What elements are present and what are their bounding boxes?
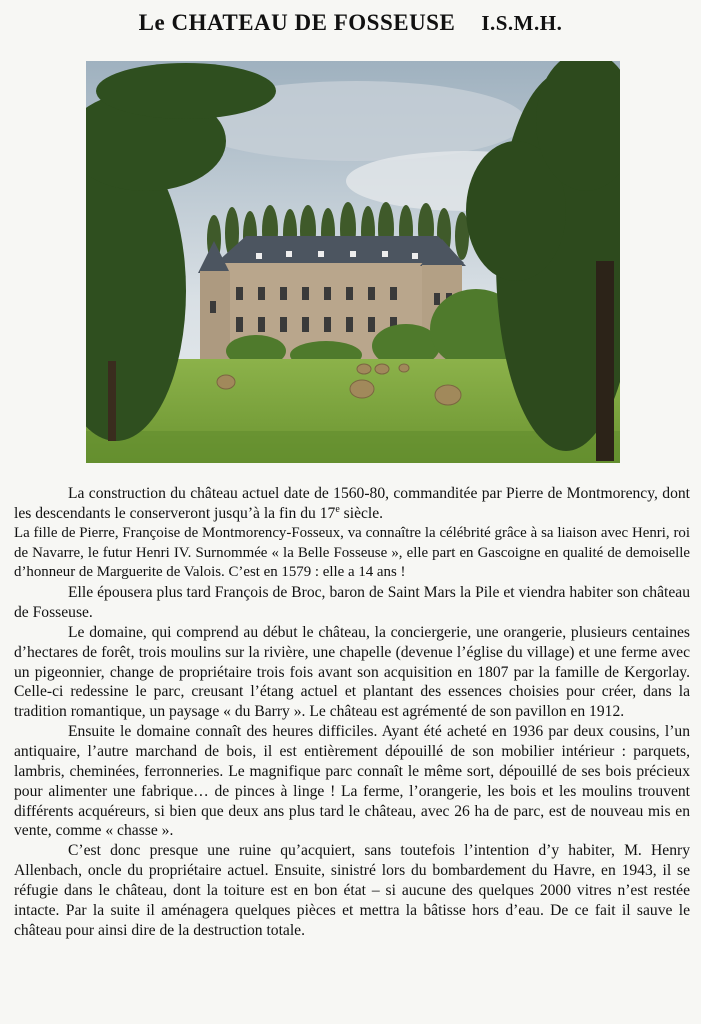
paragraph-3: Elle épousera plus tard François de Broc, baron de Saint Mars la Pile et viendra habiter son château de Fosseuse.	[14, 584, 690, 622]
paragraph-2: La fille de Pierre, Françoise de Montmorency-Fosseux, va connaître la célébrité grâce à sa liaison avec Henri, roi de Navarre, le futur Henri IV. Surnommée « la Belle Fosseuse », elle part en Gascoigne en qualité de demoiselle d’honneur de Marguerite de Valois. C’est en 1579 : elle a 14 ans !	[14, 524, 690, 581]
title-suffix: I.S.M.H.	[481, 11, 563, 35]
paragraph-6: C’est donc presque une ruine qu’acquiert, sans toutefois l’intention d’y habiter, M. Henry Allenbach, oncle du propriétaire actuel. Ensuite, sinistré lors du bombardement du Havre, en 1943, il se réfugie dans le château, dont la toiture est en bon état – si aucune des quelques 2000 vitres n’est restée intacte. Par la suite il aménagera quelques pièces et mettra la bâtisse hors d’eau. De ce fait il sauve le château pour ainsi dire de la destruction totale.	[14, 842, 690, 939]
paragraph-5: Ensuite le domaine connaît des heures difficiles. Ayant été acheté en 1936 par deux cousins, l’un antiquaire, l’autre marchand de bois, il est entièrement dépouillé de son mobilier intérieur : parquets, lambris, cheminées, ferronneries. Le magnifique parc connaît le même sort, dépouillé de ses bois précieux pour alimenter une fabrique… de pinces à linge ! La ferme, l’orangerie, les bois et les moulins trouvent différents acquéreurs, si bien que deux ans plus tard le château, avec 26 ha de parc, est de nouveau mis en vente, comme « chasse ».	[14, 723, 690, 840]
article-body	[14, 484, 690, 940]
chateau-photo	[86, 61, 620, 463]
paragraph-1: La construction du château actuel date de 1560-80, commanditée par Pierre de Montmorency, dont les descendants le conserveront jusqu’à la fin du 17e siècle.	[14, 485, 690, 522]
paragraph-4: Le domaine, qui comprend au début le château, la conciergerie, une orangerie, plusieurs centaines d’hectares de forêt, trois moulins sur la rivière, une chapelle (devenue l’église du village) et une ferme avec un pigeonnier, change de propriétaire trois fois avant son acquisition en 1807 par la famille de Kergorlay. Celle-ci redessine le parc, creusant l’étang actuel et plantant des essences choisies pour créer, dans la tradition romantique, un paysage « du Barry ». Le château est agrémenté de son pavillon en 1912.	[14, 623, 690, 721]
title-main: Le CHATEAU DE FOSSEUSE	[138, 10, 456, 35]
document-title	[0, 10, 701, 36]
